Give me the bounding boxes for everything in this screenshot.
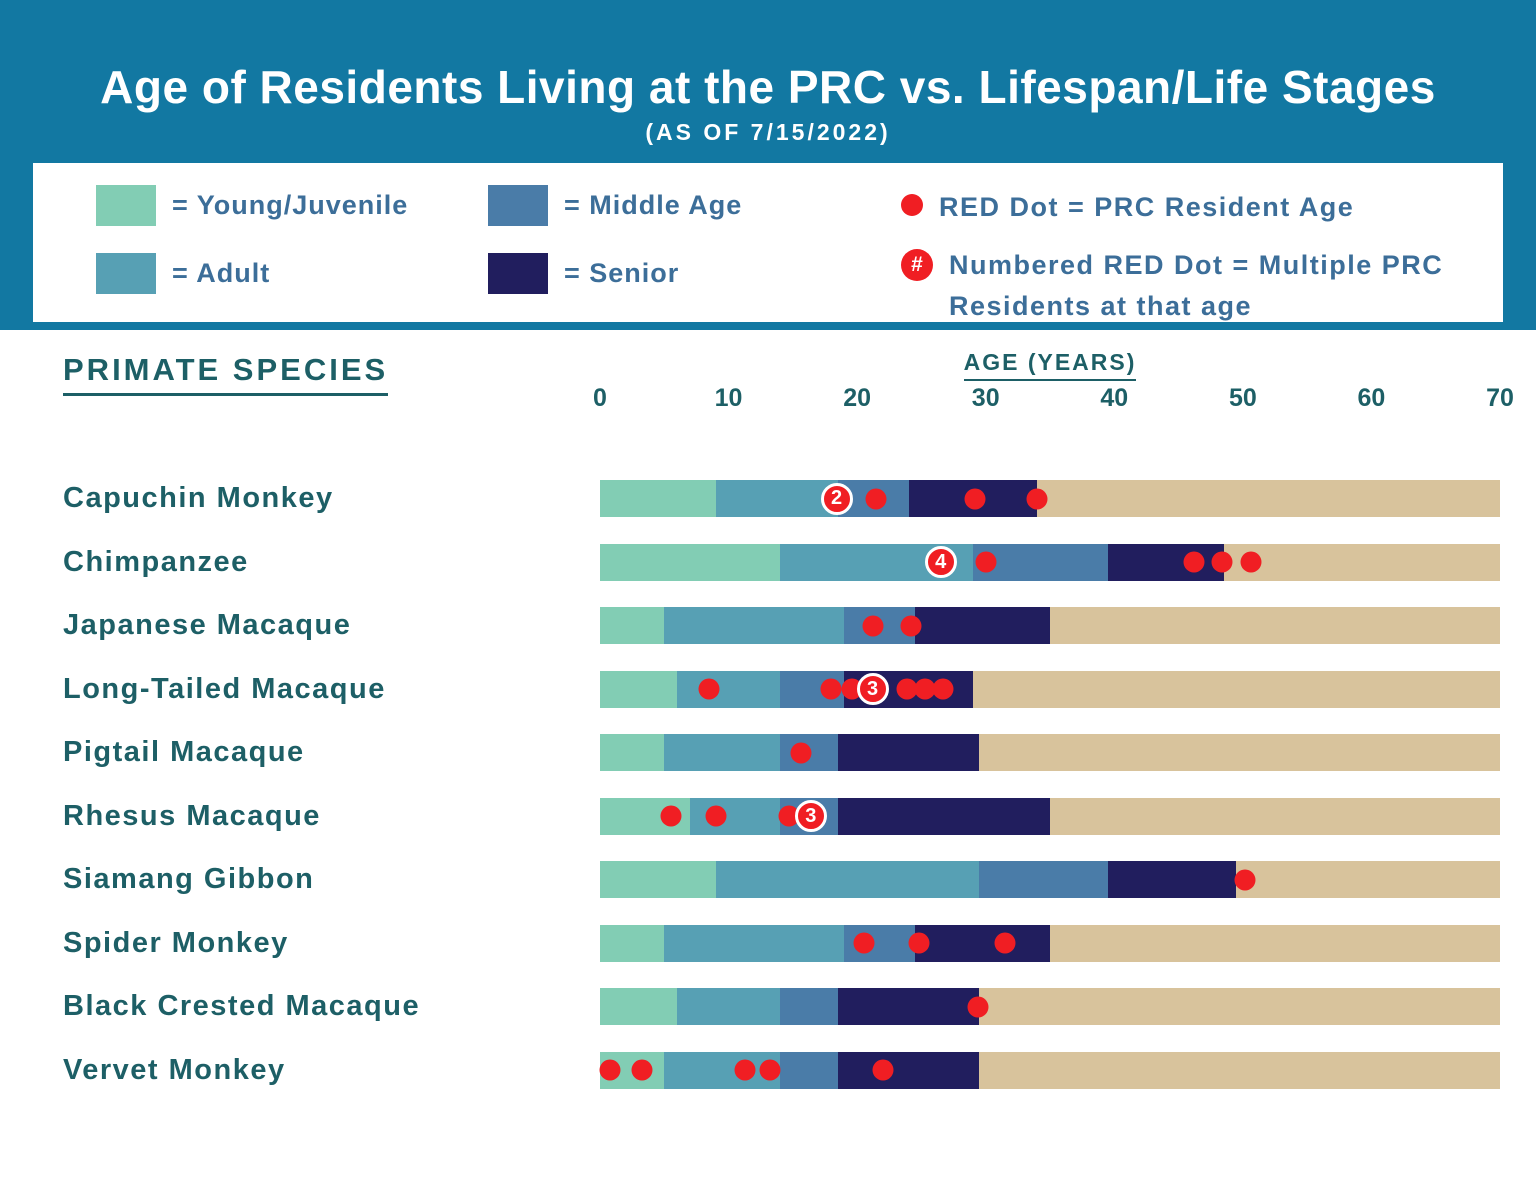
resident-age-dot-multiple: 2 bbox=[821, 483, 853, 515]
legend-item-young bbox=[96, 185, 408, 226]
species-label: Siamang Gibbon bbox=[63, 863, 315, 895]
age-axis-heading: AGE (YEARS) bbox=[964, 349, 1137, 381]
stage-segment-middle bbox=[780, 1052, 838, 1089]
resident-age-dot bbox=[759, 1060, 780, 1081]
stage-segment-senior bbox=[1108, 544, 1224, 581]
resident-age-dot bbox=[862, 615, 883, 636]
middle-age-swatch bbox=[488, 185, 548, 226]
legend-item-label: = Middle Age bbox=[564, 190, 743, 220]
resident-age-dot bbox=[995, 933, 1016, 954]
species-label: Long-Tailed Macaque bbox=[63, 672, 386, 705]
stage-segment-senior bbox=[1108, 861, 1237, 898]
stage-segment-senior bbox=[838, 798, 1050, 835]
stage-segment-senior bbox=[915, 607, 1050, 644]
axis-tick-label: 60 bbox=[1357, 384, 1386, 412]
stage-segment-adult bbox=[716, 861, 980, 898]
stage-segment-young bbox=[600, 861, 716, 898]
stage-segment-adult bbox=[690, 798, 780, 835]
resident-age-dot bbox=[965, 488, 986, 509]
legend bbox=[33, 163, 1503, 322]
resident-age-dot bbox=[1235, 869, 1256, 890]
legend-item-middle-age bbox=[488, 185, 742, 226]
lifespan-bar bbox=[600, 1052, 1500, 1089]
resident-age-dot-multiple: 3 bbox=[857, 673, 889, 705]
axis-tick-label: 0 bbox=[593, 384, 607, 412]
lifespan-bar bbox=[600, 544, 1500, 581]
age-axis-heading-wrap bbox=[600, 349, 1500, 381]
legend-item-label: = Young/Juvenile bbox=[172, 190, 409, 220]
legend-item-label: = Adult bbox=[172, 258, 271, 288]
axis-tick-label: 30 bbox=[971, 384, 1000, 412]
red-dot-note bbox=[901, 187, 1354, 228]
lifespan-bar bbox=[600, 988, 1500, 1025]
resident-age-dot bbox=[933, 679, 954, 700]
species-label: Pigtail Macaque bbox=[63, 736, 305, 768]
red-dot-icon bbox=[901, 194, 923, 216]
adult-swatch bbox=[96, 253, 156, 294]
senior-swatch bbox=[488, 253, 548, 294]
axis-tick-label: 40 bbox=[1100, 384, 1129, 412]
resident-age-dot bbox=[866, 488, 887, 509]
resident-age-dot-multiple: 4 bbox=[925, 546, 957, 578]
lifespan-bar bbox=[600, 671, 1500, 708]
resident-age-dot-multiple: 3 bbox=[795, 800, 827, 832]
species-label: Spider Monkey bbox=[63, 926, 289, 959]
axis-tick-label: 10 bbox=[714, 384, 743, 412]
legend-item-label: = Senior bbox=[564, 258, 680, 288]
species-label: Capuchin Monkey bbox=[63, 482, 334, 514]
species-label: Chimpanzee bbox=[63, 545, 249, 578]
stage-segment-adult bbox=[664, 925, 844, 962]
stage-segment-young bbox=[600, 671, 677, 708]
stage-segment-young bbox=[600, 988, 677, 1025]
stage-segment-middle bbox=[780, 988, 838, 1025]
resident-age-dot bbox=[821, 679, 842, 700]
numbered-red-dot-icon: # bbox=[901, 249, 933, 281]
resident-age-dot bbox=[1212, 552, 1233, 573]
lifespan-bar bbox=[600, 798, 1500, 835]
resident-age-dot bbox=[735, 1060, 756, 1081]
resident-age-dot bbox=[908, 933, 929, 954]
stage-segment-young bbox=[600, 925, 664, 962]
resident-age-dot bbox=[968, 996, 989, 1017]
stage-segment-senior bbox=[915, 925, 1050, 962]
stage-segment-adult bbox=[664, 734, 780, 771]
species-label: Rhesus Macaque bbox=[63, 799, 321, 832]
page-title: Age of Residents Living at the PRC vs. Lifespan/Life Stages bbox=[100, 61, 1436, 113]
species-column-heading: PRIMATE SPECIES bbox=[63, 352, 388, 396]
lifespan-bar bbox=[600, 861, 1500, 898]
species-label: Vervet Monkey bbox=[63, 1053, 286, 1086]
resident-age-dot bbox=[1240, 552, 1261, 573]
legend-item-senior bbox=[488, 253, 679, 294]
resident-age-dot bbox=[1027, 488, 1048, 509]
axis-tick-label: 50 bbox=[1228, 384, 1257, 412]
numbered-red-dot-note bbox=[901, 245, 1503, 326]
numbered-red-dot-note-text: Numbered RED Dot = Multiple PRC Residents at that age bbox=[949, 250, 1444, 321]
stage-segment-adult bbox=[664, 607, 844, 644]
resident-age-dot bbox=[853, 933, 874, 954]
stage-segment-middle bbox=[979, 861, 1108, 898]
stage-segment-adult bbox=[677, 671, 780, 708]
resident-age-dot bbox=[600, 1060, 621, 1081]
stage-segment-young bbox=[600, 544, 780, 581]
resident-age-dot bbox=[705, 806, 726, 827]
resident-age-dot bbox=[632, 1060, 653, 1081]
axis-tick-label: 70 bbox=[1486, 384, 1514, 412]
lifespan-bar bbox=[600, 607, 1500, 644]
legend-item-adult bbox=[96, 253, 270, 294]
lifespan-bar bbox=[600, 734, 1500, 771]
young-juvenile-swatch bbox=[96, 185, 156, 226]
stage-segment-adult bbox=[677, 988, 780, 1025]
stage-segment-young bbox=[600, 607, 664, 644]
stage-segment-senior bbox=[838, 1052, 979, 1089]
resident-age-dot bbox=[660, 806, 681, 827]
resident-age-dot bbox=[901, 615, 922, 636]
resident-age-dot bbox=[1184, 552, 1205, 573]
stage-segment-senior bbox=[838, 988, 979, 1025]
stage-segment-senior bbox=[838, 734, 979, 771]
resident-age-dot bbox=[790, 742, 811, 763]
lifespan-bar bbox=[600, 925, 1500, 962]
stage-segment-young bbox=[600, 734, 664, 771]
stage-segment-young bbox=[600, 480, 716, 517]
red-dot-note-text: RED Dot = PRC Resident Age bbox=[939, 192, 1355, 222]
resident-age-dot bbox=[699, 679, 720, 700]
resident-age-dot bbox=[872, 1060, 893, 1081]
axis-tick-label: 20 bbox=[843, 384, 872, 412]
species-label: Japanese Macaque bbox=[63, 609, 352, 641]
resident-age-dot bbox=[975, 552, 996, 573]
header-band bbox=[0, 0, 1536, 330]
lifespan-bar bbox=[600, 480, 1500, 517]
page-subtitle: (AS OF 7/15/2022) bbox=[645, 119, 891, 145]
species-label: Black Crested Macaque bbox=[63, 990, 421, 1022]
stage-segment-adult bbox=[716, 480, 838, 517]
